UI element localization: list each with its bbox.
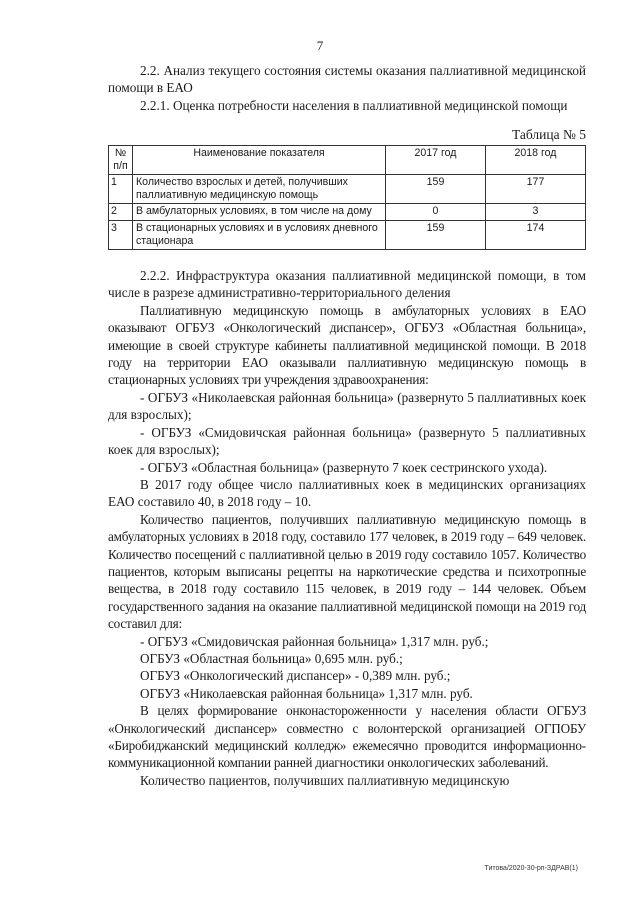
- table-header-cell: 2017 год: [386, 145, 486, 174]
- table-cell: 159: [386, 175, 486, 204]
- table-cell: Количество взрослых и детей, получивших паллиативную медицинскую помощь: [133, 175, 386, 204]
- table-row: [109, 175, 586, 204]
- table-cell: 174: [486, 220, 586, 249]
- paragraph: Количество пациентов, получивших паллиативную медицинскую: [140, 772, 510, 788]
- paragraph: Паллиативную медицинскую помощь в амбулаторных условиях в ЕАО оказывают ОГБУЗ «Онкологический диспансер», ОГБУЗ «Областная больница», имеющие в своей структуре кабинеты паллиативной медицинской помощи. В 2018 году на территории ЕАО оказывали паллиативную медицинскую помощь в стационарных условиях три учреждения здравоохранения:: [108, 302, 586, 388]
- paragraph: В 2017 году общее число паллиативных коек в медицинских организациях ЕАО составило 40, в 2018 году – 10.: [108, 476, 586, 510]
- list-item: - ОГБУЗ «Николаевская районная больница» (развернуто 5 паллиативных коек для взрослых);: [108, 389, 586, 423]
- table-cell: 159: [386, 220, 486, 249]
- table-cell: 0: [386, 204, 486, 220]
- list-item: ОГБУЗ «Онкологический диспансер» - 0,389 млн. руб.;: [140, 668, 451, 684]
- paragraph: Количество пациентов, получивших паллиативную медицинскую помощь в амбулаторных условиях в 2018 году, составило 177 человек, в 2019 году – 649 человек. Количество посещений с паллиативной целью в 2019 году составило 1057. Количество пациентов, которым выписаны рецепты на наркотические средства и психотропные вещества, в 2018 году составило 115 человек, в 2019 году – 144 человек. Объем государственного задания на оказание паллиативной медицинской помощи на 2019 год составил для:: [108, 511, 586, 632]
- table-cell: В стационарных условиях и в условиях дневного стационара: [133, 220, 386, 249]
- indicator-table: [108, 145, 586, 250]
- table-row: [109, 204, 586, 220]
- table-cell: 177: [486, 175, 586, 204]
- list-item: ОГБУЗ «Николаевская районная больница» 1,317 млн. руб.: [140, 685, 473, 701]
- document-footer-code: Титова/2020-30-рп-ЗДРАВ(1): [484, 865, 578, 872]
- list-item: ОГБУЗ «Областная больница» 0,695 млн. руб.;: [140, 650, 403, 666]
- table-row: [109, 220, 586, 249]
- list-item: - ОГБУЗ «Смидовичская районная больница» (развернуто 5 паллиативных коек для взрослых);: [108, 424, 586, 458]
- table-header-row: [109, 145, 586, 174]
- subsection-title: 2.2.1. Оценка потребности населения в паллиативной медицинской помощи: [140, 97, 568, 113]
- table-cell: 3: [486, 204, 586, 220]
- table-header-cell: 2018 год: [486, 145, 586, 174]
- table-cell: В амбулаторных условиях, в том числе на дому: [133, 204, 386, 220]
- document-body: [108, 62, 586, 789]
- section-title: 2.2. Анализ текущего состояния системы оказания паллиативной медицинской помощи в ЕАО: [108, 63, 586, 96]
- table-cell: 1: [109, 175, 133, 204]
- page-number: 7: [316, 38, 324, 53]
- list-item: - ОГБУЗ «Областная больница» (развернуто 7 коек сестринского ухода).: [140, 459, 548, 475]
- list-item: - ОГБУЗ «Смидовичская районная больница» 1,317 млн. руб.;: [140, 633, 489, 649]
- subsection-title: 2.2.2. Инфраструктура оказания паллиативной медицинской помощи, в том числе в разрезе административно-территориального деления: [108, 268, 586, 301]
- table-caption: Таблица № 5: [512, 127, 586, 143]
- table-cell: 3: [109, 220, 133, 249]
- paragraph: В целях формирование онконастороженности у населения области ОГБУЗ «Онкологический диспансер» совместно с волонтерской организацией ОГПОБУ «Биробиджанский медицинский колледж» ежемесячно проводится информационно-коммуникационной компании ранней диагностики онкологических заболеваний.: [108, 703, 586, 771]
- table-header-cell: № п/п: [109, 145, 133, 174]
- table-cell: 2: [109, 204, 133, 220]
- table-header-cell: Наименование показателя: [133, 145, 386, 174]
